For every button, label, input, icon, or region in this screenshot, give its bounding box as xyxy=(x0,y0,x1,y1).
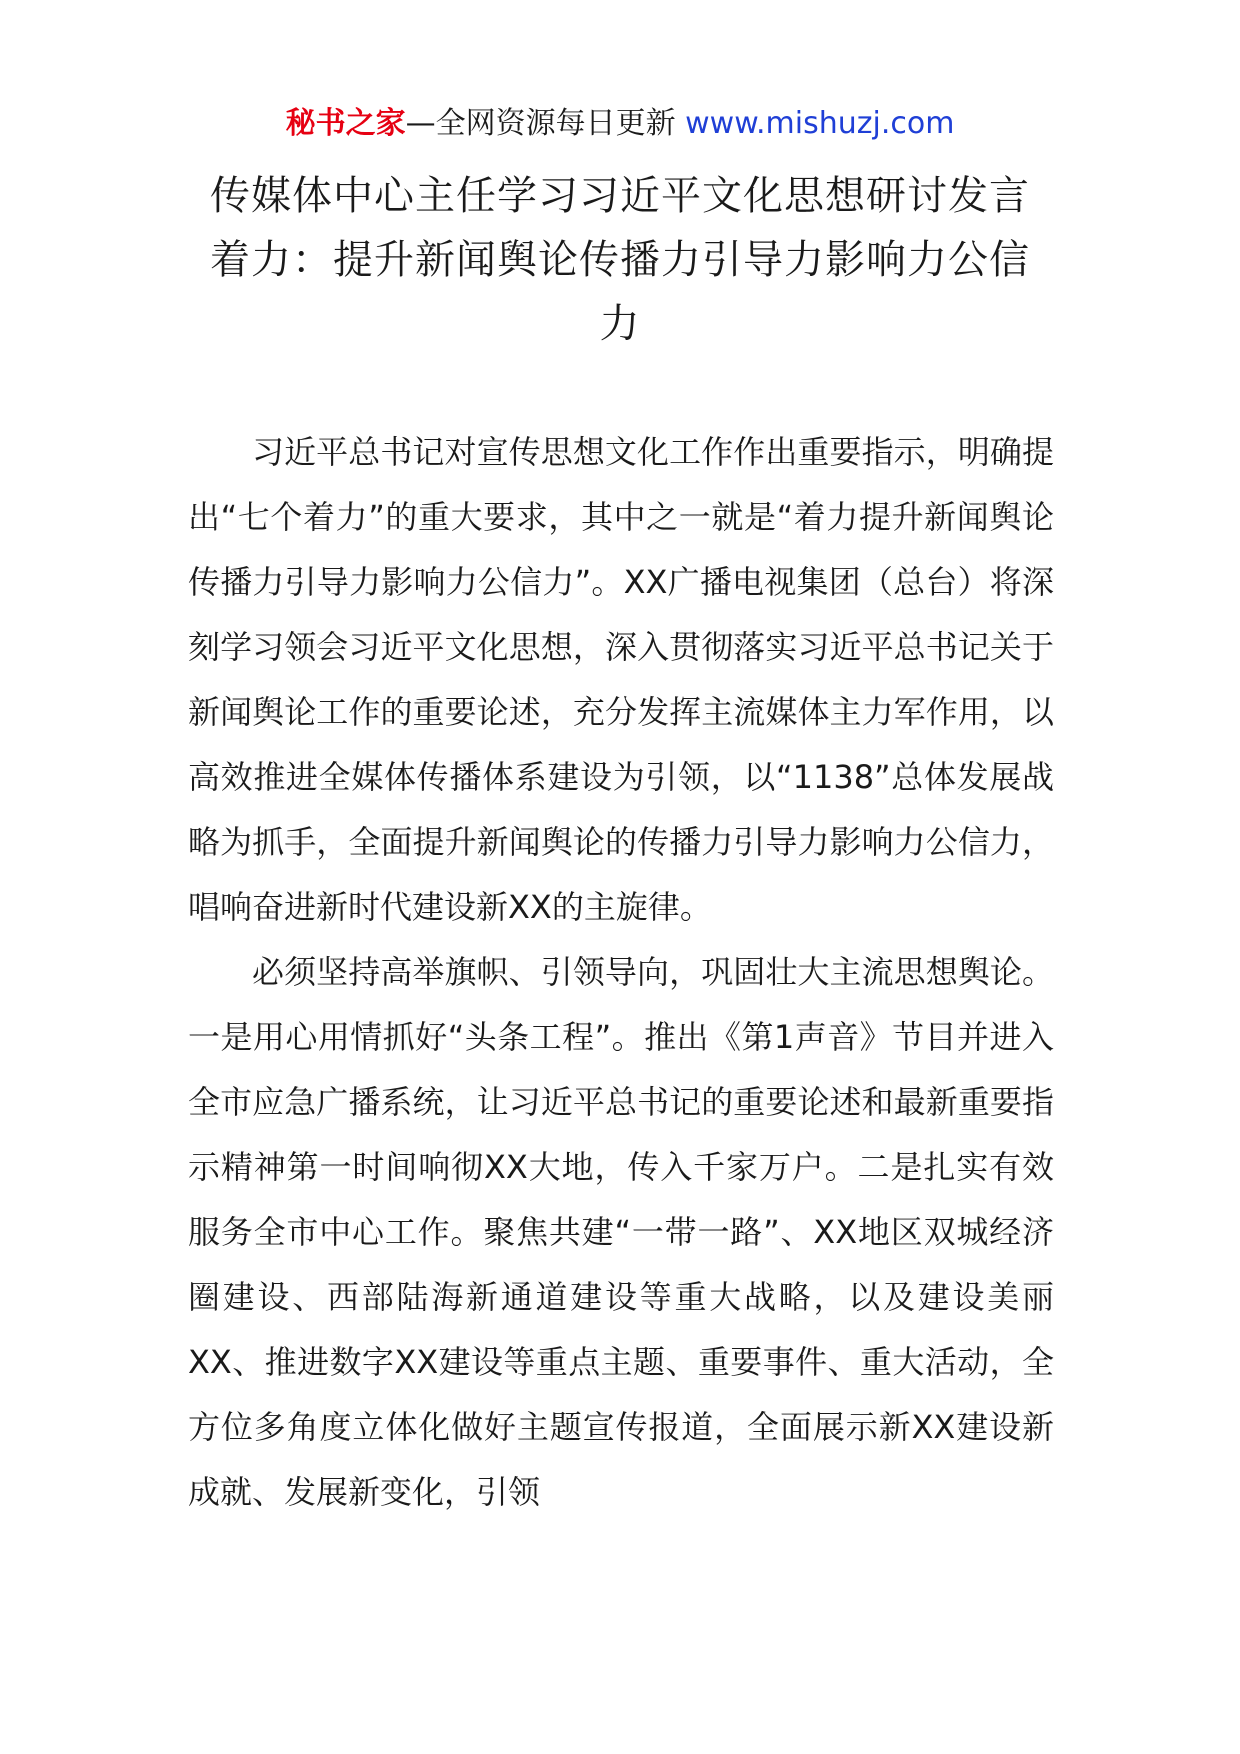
title-line-1: 传媒体中心主任学习习近平文化思想研讨发言 xyxy=(210,173,1030,219)
document-title xyxy=(190,164,1050,356)
document-body xyxy=(188,420,1054,1525)
site-brand: 秘书之家 xyxy=(285,106,406,141)
site-url-link[interactable]: www.mishuzj.com xyxy=(685,106,955,141)
site-header xyxy=(0,104,1240,144)
site-tagline: —全网资源每日更新 xyxy=(405,106,686,141)
body-paragraph-1: 习近平总书记对宣传思想文化工作作出重要指示，明确提出“七个着力”的重大要求，其中之一就是“着力提升新闻舆论传播力引导力影响力公信力”。XX广播电视集团（总台）将深刻学习领会习近平文化思想，深入贯彻落实习近平总书记关于新闻舆论工作的重要论述，充分发挥主流媒体主力军作用，以高效推进全媒体传播体系建设为引领，以“1138”总体发展战略为抓手，全面提升新闻舆论的传播力引导力影响力公信力，唱响奋进新时代建设新XX的主旋律。 xyxy=(188,433,1054,926)
body-paragraph-2: 必须坚持高举旗帜、引领导向，巩固壮大主流思想舆论。一是用心用情抓好“头条工程”。推出《第1声音》节目并进入全市应急广播系统，让习近平总书记的重要论述和最新重要指示精神第一时间响彻XX大地，传入千家万户。二是扎实有效服务全市中心工作。聚焦共建“一带一路”、XX地区双城经济圈建设、西部陆海新通道建设等重大战略，以及建设美丽XX、推进数字XX建设等重点主题、重要事件、重大活动，全方位多角度立体化做好主题宣传报道，全面展示新XX建设新成就、发展新变化，引领 xyxy=(188,953,1054,1511)
title-line-3: 力 xyxy=(599,301,641,347)
title-line-2: 着力：提升新闻舆论传播力引导力影响力公信 xyxy=(210,237,1030,283)
